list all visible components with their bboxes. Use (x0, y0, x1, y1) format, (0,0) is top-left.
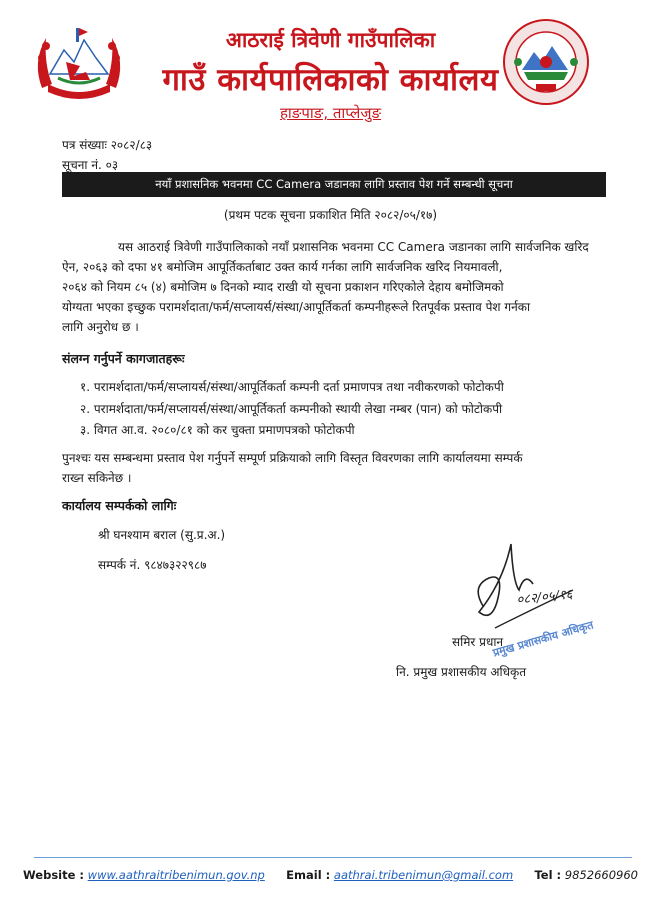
footer-divider (34, 857, 632, 858)
body-line: योग्यता भएका इच्छुक परामर्शदाता/फर्म/सप्लायर्स/संस्था/आपूर्तिकर्ता कम्पनीहरूले रितपूर्वक प्रस्ताव पेश गर्नका (62, 300, 531, 314)
notice-body (62, 237, 610, 337)
postscript-line: पुनश्चः यस सम्बन्धमा प्रस्ताव पेश गर्नुपर्ने सम्पूर्ण प्रक्रियाको लागि विस्तृत विवरणका लागि कार्यालयमा सम्पर्क (62, 451, 523, 465)
postscript (62, 448, 610, 488)
contact-person: श्री घनश्याम बराल (सु.प्र.अ.) (98, 528, 226, 542)
body-line: २०६४ को नियम ८५ (४) बमोजिम ७ दिनको म्याद राखी यो सूचना प्रकाशन गरिएकोले देहाय बमोजिमको (62, 280, 504, 294)
website-link[interactable]: www.aathraitribenimun.gov.np (87, 868, 265, 882)
attachment-item: ३. विगत आ.व. २०८०/८१ को कर चुक्ता प्रमाणपत्रको फोटोकपी (80, 423, 355, 437)
tel-number: 9852660960 (564, 868, 638, 882)
body-line: यस आठराई त्रिवेणी गाउँपालिकाको नयाँ प्रशासनिक भवनमा CC Camera जडानका लागि सार्वजनिक खरिद (118, 240, 589, 254)
municipality-name: आठराई त्रिवेणी गाउँपालिका (225, 28, 436, 52)
attachments-heading: संलग्न गर्नुपर्ने कागजातहरूः (62, 351, 185, 366)
signature-date: ०८२/०५/१६ (515, 587, 574, 608)
office-title: गाउँ कार्यपालिकाको कार्यालय (162, 62, 499, 98)
contact-heading: कार्यालय सम्पर्कको लागिः (62, 498, 177, 513)
letter-number: पत्र संख्याः २०८२/८३ (62, 138, 153, 152)
email-label: Email : (286, 868, 331, 882)
office-stamp: प्रमुख प्रशासकीय अधिकृत (491, 618, 595, 660)
postscript-line: राख्न सकिनेछ । (62, 471, 132, 485)
notice-number: सूचना नं. ०३ (62, 158, 119, 172)
notice-title-banner: नयाँ प्रशासनिक भवनमा CC Camera जडानका लागि प्रस्ताव पेश गर्ने सम्बन्धी सूचना (62, 172, 606, 197)
website-label: Website : (23, 868, 85, 882)
tel-label: Tel : (534, 868, 562, 882)
email-link[interactable]: aathrai.tribenimun@gmail.com (333, 868, 514, 882)
signature-with-stamp (455, 532, 620, 672)
signatory-title: नि. प्रमुख प्रशासकीय अधिकृत (396, 665, 527, 679)
contact-phone: सम्पर्क नं. ९८४७३२२९८७ (98, 558, 207, 572)
attachment-item: १. परामर्शदाता/फर्म/सप्लायर्स/संस्था/आपूर्तिकर्ता कम्पनी दर्ता प्रमाणपत्र तथा नवीकरणको फोटोकपी (80, 380, 504, 394)
office-address: हाङपाङ, ताप्लेजुङ (279, 104, 382, 122)
footer (0, 868, 661, 882)
signatory-name: समिर प्रधान (452, 635, 504, 649)
first-published-date: (प्रथम पटक सूचना प्रकाशित मिति २०८२/०५/१७) (223, 208, 438, 222)
body-line: लागि अनुरोध छ । (62, 320, 139, 334)
body-line: ऐन, २०६३ को दफा ४१ बमोजिम आपूर्तिकर्ताबाट उक्त कार्य गर्नका लागि सार्वजनिक खरिद नियमावली, (62, 260, 503, 274)
attachment-item: २. परामर्शदाता/फर्म/सप्लायर्स/संस्था/आपूर्तिकर्ता कम्पनीको स्थायी लेखा नम्बर (पान) को फोटोकपी (80, 402, 503, 416)
